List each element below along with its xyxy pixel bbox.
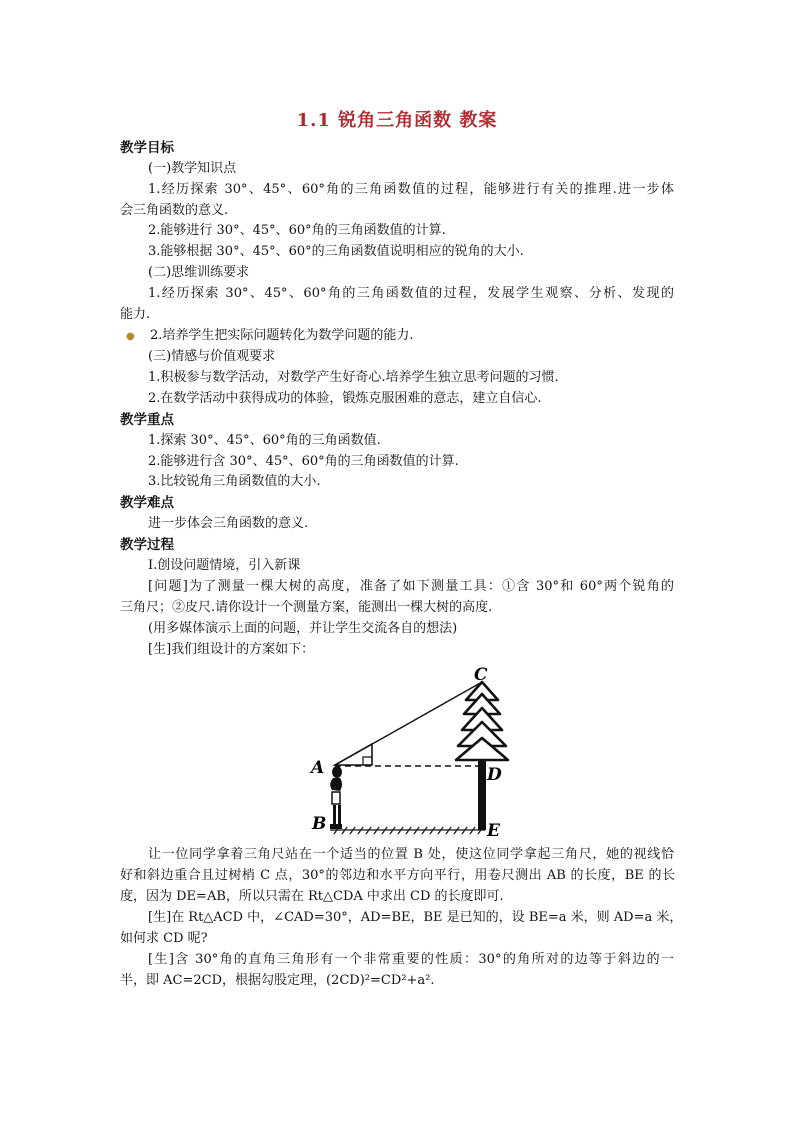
heading-difficulty: 教学难点 [120,495,174,511]
paragraph-line: 1.探索 30°、45°、60°角的三角函数值. [148,433,381,448]
paragraph-line: (用多媒体演示上面的问题，并让学生交流各自的想法) [148,621,458,636]
tree-crown [456,682,508,760]
paragraph-line: 2.培养学生把实际问题转化为数学问题的能力. [150,328,414,343]
paragraph-line: 会三角函数的意义. [120,203,229,218]
ground-hatching [330,827,485,834]
paragraph-line: Ⅰ.创设问题情境，引入新课 [148,558,301,573]
heading-process: 教学过程 [120,537,174,553]
paragraph-line: 半，即 AC=2CD，根据勾股定理，(2CD)²=CD²+a². [120,973,435,988]
paragraph-line: 3.能够根据 30°、45°、60°的三角函数值说明相应的锐角的大小. [148,244,524,259]
subheading-knowledge: (一)教学知识点 [148,161,237,176]
heading-teaching-goals: 教学目标 [120,140,174,156]
paragraph-line: 3.比较锐角三角函数值的大小. [148,474,321,489]
paragraph-line: [生]我们组设计的方案如下： [148,642,315,657]
paragraph-line: 进一步体会三角函数的意义. [148,516,309,531]
subheading-thinking: (二)思维训练要求 [148,265,250,280]
paragraph-line: [问题]为了测量一棵大树的高度，准备了如下测量工具：①含 30°和 60°两个锐角的 [148,579,674,594]
measurement-figure [300,660,515,840]
label-d: D [487,765,502,785]
paragraph-line: [生]含 30°角的直角三角形有一个非常重要的性质：30°的角所对的边等于斜边的一 [148,952,674,967]
label-c: C [474,665,488,685]
paragraph-line: 1.经历探索 30°、45°、60°角的三角函数值的过程，能够进行有关的推理.进一步体 [148,182,674,197]
paragraph-line: 让一位同学拿着三角尺站在一个适当的位置 B 处，使这位同学拿起三角尺，她的视线恰 [148,847,674,862]
page-title: 1.1 锐角三角函数 教案 [296,110,498,131]
label-e: E [487,821,500,840]
dot-mark: ● [126,331,135,342]
tree-trunk [478,760,486,830]
paragraph-line: 如何求 CD 呢? [120,931,208,946]
label-a: A [311,758,325,778]
person-figure [330,766,342,829]
paragraph-line: 2.能够进行含 30°、45°、60°角的三角函数值的计算. [148,454,459,469]
triangle-ruler [335,744,372,765]
paragraph-line: [生]在 Rt△ACD 中，∠CAD=30°，AD=BE，BE 是已知的，设 BE=a 米，则 AD=a 米， [148,910,683,925]
paragraph-line: 2.在数学活动中获得成功的体验，锻炼克服困难的意志，建立自信心. [148,391,542,406]
paragraph-line: 度，因为 DE=AB，所以只需在 Rt△CDA 中求出 CD 的长度即可. [120,889,504,904]
subheading-emotion: (三)情感与价值观要求 [148,349,276,364]
heading-key-points: 教学重点 [120,412,174,428]
paragraph-line: 好和斜边重合且过树梢 C 点，30°的邻边和水平方向平行，用卷尺测出 AB 的长度，BE 的长 [120,868,675,883]
paragraph-line: 1.积极参与数学活动，对数学产生好奇心.培养学生独立思考问题的习惯. [148,370,559,385]
paragraph-line: 三角尺；②皮尺.请你设计一个测量方案，能测出一棵大树的高度. [120,600,493,615]
paragraph-line: 1.经历探索 30°、45°、60°角的三角函数值的过程，发展学生观察、分析、发现的 [148,286,674,301]
label-b: B [312,814,327,834]
paragraph-line: 2.能够进行 30°、45°、60°角的三角函数值的计算. [148,223,446,238]
paragraph-line: 能力. [120,307,151,322]
